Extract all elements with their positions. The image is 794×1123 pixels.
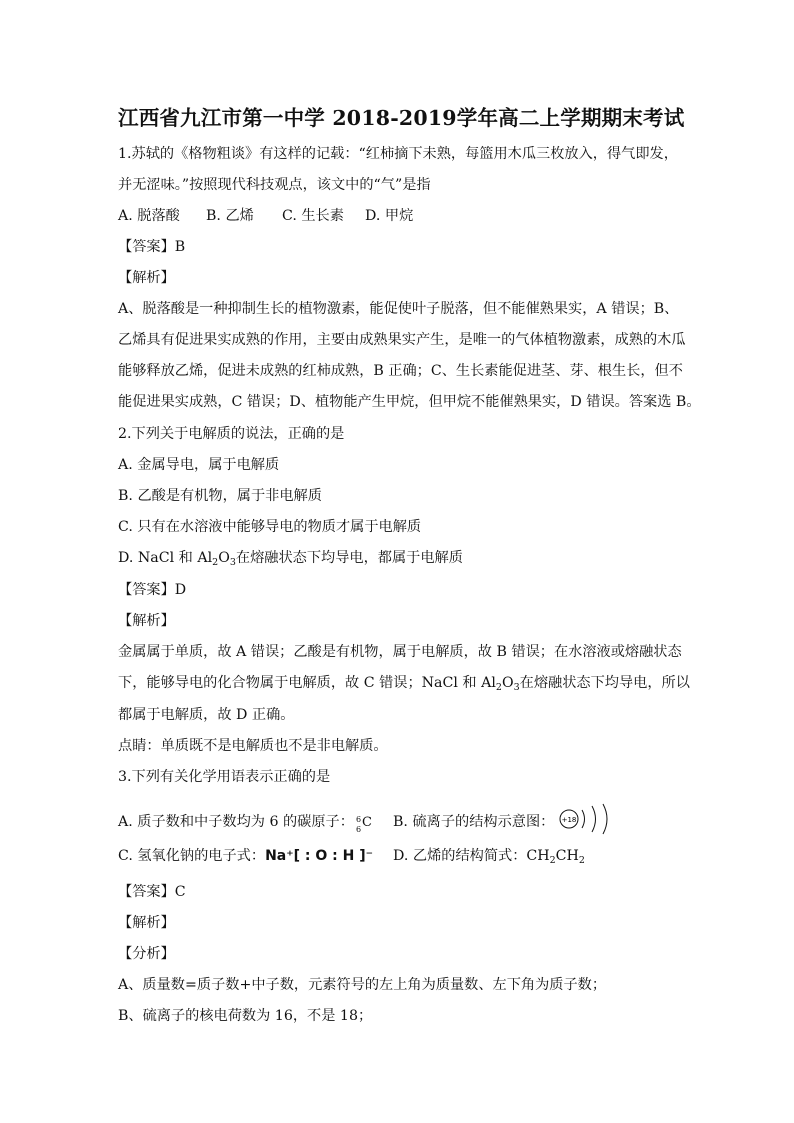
- q3-answer: 【答案】C: [118, 884, 186, 900]
- page-title: 江西省九江市第一中学 2018-2019学年高二上学期期末考试: [118, 106, 685, 130]
- q3-option-d: D. 乙烯的结构简式：$CH_2CH_2$: [393, 848, 585, 866]
- q3-options-cd: [118, 846, 585, 871]
- q3-option-c: C. 氢氧化钠的电子式：Na⁺[ : O : H ]⁻: [118, 848, 373, 864]
- q1-option-b: B. 乙烯: [206, 208, 254, 224]
- carbon-isotope-symbol: 6 6 C: [355, 815, 372, 834]
- q2-option-c: C. 只有在水溶液中能够导电的物质才属于电解质: [118, 519, 422, 535]
- q1-stem-line2: 并无涩味。”按照现代科技观点，该文中的“气”是指: [118, 177, 431, 193]
- q2-analysis-label: 【解析】: [118, 613, 175, 629]
- q3-analysis-line: A、质量数=质子数+中子数，元素符号的左上角为质量数、左下角为质子数；: [118, 977, 607, 993]
- q1-stem-line1: 1.苏轼的《格物粗谈》有这样的记载：“红柿摘下未熟，每篮用木瓜三枚放入，得气即发，: [118, 146, 678, 162]
- q2-option-a: A. 金属导电，属于电解质: [118, 457, 280, 473]
- q3-stem: 3.下列有关化学用语表示正确的是: [118, 769, 331, 785]
- q2-tip: 点睛：单质既不是电解质也不是非电解质。: [118, 738, 388, 754]
- q2-answer: 【答案】D: [118, 582, 187, 598]
- q3-option-a: A. 质子数和中子数均为 6 的碳原子： 6 6 C: [118, 814, 372, 834]
- q1-answer: 【答案】B: [118, 239, 186, 255]
- q1-analysis-line: A、脱落酸是一种抑制生长的植物激素，能促使叶子脱落，但不能催熟果实，A 错误；B、: [118, 301, 679, 317]
- q2-analysis-line: 下，能够导电的化合物属于电解质，故 C 错误；NaCl 和 $Al_2O_3$在熔融状态下均导电，所以: [118, 675, 690, 693]
- q1-analysis-line: 能促进果实成熟，C 错误；D、植物能产生甲烷，但甲烷不能催熟果实，D 错误。答案选 B。: [118, 394, 701, 410]
- nucleus-charge-label: +18: [561, 816, 577, 824]
- q2-option-b: B. 乙酸是有机物，属于非电解质: [118, 488, 322, 504]
- q3-fenxi-label: 【分析】: [118, 946, 175, 962]
- q1-option-d: D. 甲烷: [365, 208, 414, 224]
- q3-option-b: B. 硫离子的结构示意图： +18: [393, 814, 628, 830]
- q2-stem: 2.下列关于电解质的说法，正确的是: [118, 426, 345, 442]
- q1-analysis-line: 乙烯具有促进果实成熟的作用，主要由成熟果实产生，是唯一的气体植物激素，成熟的木瓜: [118, 332, 686, 348]
- q3-options-ab: [118, 803, 628, 835]
- q1-analysis-label: 【解析】: [118, 270, 175, 286]
- sulfide-ion-structure-diagram: [558, 803, 628, 835]
- q1-option-c: C. 生长素: [282, 208, 344, 224]
- q3-analysis-line: B、硫离子的核电荷数为 16，不是 18；: [118, 1008, 373, 1024]
- naoh-electron-formula: Na⁺[ : O : H ]⁻: [265, 848, 373, 864]
- q1-analysis-line: 能够释放乙烯，促进未成熟的红柿成熟，B 正确；C、生长素能促进茎、芽、根生长，但不: [118, 363, 683, 379]
- q3-analysis-label: 【解析】: [118, 915, 175, 931]
- q1-option-a: A. 脱落酸: [118, 208, 180, 224]
- q2-analysis-line: 都属于电解质，故 D 正确。: [118, 707, 295, 723]
- q2-analysis-line: 金属属于单质，故 A 错误；乙酸是有机物，属于电解质，故 B 错误；在水溶液或熔融状态: [118, 644, 682, 660]
- q2-option-d: D. NaCl 和 $Al_2O_3$在熔融状态下均导电，都属于电解质: [118, 550, 463, 568]
- q1-options: [118, 206, 413, 226]
